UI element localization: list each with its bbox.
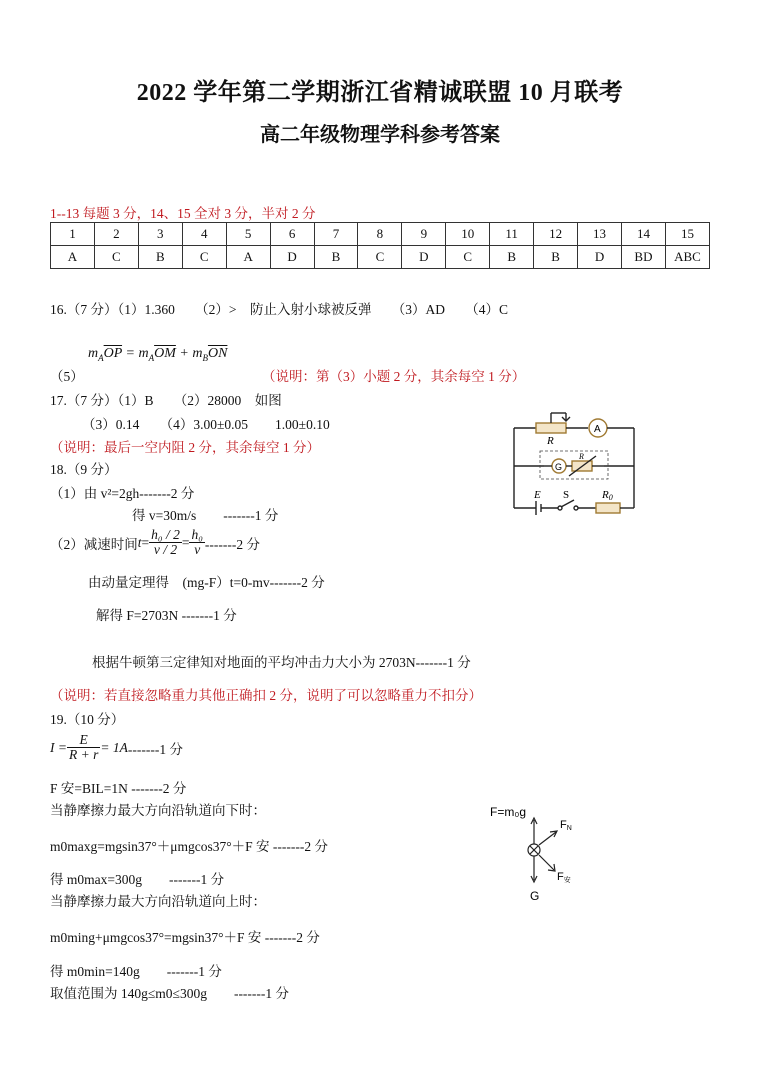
table-cell-number: 15 (665, 223, 709, 246)
table-cell-answer: D (402, 246, 446, 269)
table-cell-number: 4 (182, 223, 226, 246)
q18-heading: 18.（9 分） (50, 462, 118, 477)
table-cell-answer: BD (621, 246, 665, 269)
q19-heading: 19.（10 分） (50, 712, 125, 727)
table-cell-answer: ABC (665, 246, 709, 269)
table-cell-number: 6 (270, 223, 314, 246)
table-cell-answer: A (51, 246, 95, 269)
q19-i-rhs: = 1A (100, 739, 128, 755)
force-label-fn: FN (560, 819, 572, 832)
force-label-fan: F安 (557, 871, 571, 884)
table-cell-answer: C (446, 246, 490, 269)
table-cell-answer: C (94, 246, 138, 269)
table-cell-number: 2 (94, 223, 138, 246)
table-cell-answer: C (358, 246, 402, 269)
table-cell-number: 13 (578, 223, 622, 246)
table-cell-number: 12 (534, 223, 578, 246)
table-cell-number: 10 (446, 223, 490, 246)
table-cell-number: 7 (314, 223, 358, 246)
table-cell-answer: D (578, 246, 622, 269)
circuit-label-g: G (555, 462, 563, 472)
table-cell-number: 14 (621, 223, 665, 246)
q19-current-eq (50, 733, 183, 762)
q16-note: （说明：第（3）小题 2 分，其余每空 1 分） (262, 369, 526, 384)
q19-res1: 得 m0max=300g -------1 分 (50, 872, 225, 887)
circuit-label-r-inner: R (579, 452, 584, 461)
force-label-top: F=m₀g (490, 805, 526, 819)
q19-eq2: m0ming+μmgcos37°=mgsin37°＋F 安 -------2 分 (50, 930, 320, 945)
q17-note: （说明：最后一空内阻 2 分，其余每空 1 分） (50, 440, 320, 455)
q18-p2d: 根据牛顿第三定律知对地面的平均冲击力大小为 2703N-------1 分 (92, 655, 471, 670)
q19-res2: 得 m0min=140g -------1 分 (50, 964, 222, 979)
answer-table (50, 222, 710, 269)
table-cell-answer: D (270, 246, 314, 269)
q18-note: （说明：若直接忽略重力其他正确扣 2 分，说明了可以忽略重力不扣分） (50, 688, 482, 703)
table-cell-answer: C (182, 246, 226, 269)
circuit-label-e: E (534, 489, 541, 501)
circuit-label-r: R (547, 435, 554, 447)
q16-part5-label: （5） (50, 369, 84, 384)
table-cell-answer: B (534, 246, 578, 269)
circuit-diagram (504, 408, 644, 523)
q17-line2: （3）0.14 （4）3.00±0.05 1.00±0.10 (82, 417, 330, 432)
circuit-label-r0: R0 (602, 489, 613, 502)
fraction-1: $\frac{\text{h₀ / 2}}{v / 2}$ (151, 527, 180, 558)
table-row-numbers (51, 223, 710, 246)
table-row-answers (51, 246, 710, 269)
force-label-g: G (530, 889, 540, 903)
q19-case1: 当静摩擦力最大方向沿轨道向下时： (50, 803, 266, 818)
table-cell-number: 8 (358, 223, 402, 246)
table-cell-number: 5 (226, 223, 270, 246)
q19-i-fraction: $\frac{E}{R + r}$ (68, 732, 99, 763)
q16-equation: $m_A\overline{OP} = m_A\overline{OM} + m_B\overline{ON}$ (88, 346, 228, 363)
table-cell-answer: B (138, 246, 182, 269)
q18-p1a: （1）由 v²=2gh-------2 分 (50, 486, 195, 501)
q18-p2-label: （2）减速时间 (50, 536, 138, 552)
q19-range: 取值范围为 140g≤m0≤300g -------1 分 (50, 986, 290, 1001)
q19-case2: 当静摩擦力最大方向沿轨道向上时： (50, 894, 266, 909)
table-cell-number: 11 (490, 223, 534, 246)
q17-line1: 17.（7 分）（1）B （2）28000 如图 (50, 393, 282, 408)
fraction-2: $\frac{\text{h₀}}{v}$ (191, 527, 203, 558)
circuit-label-s: S (563, 489, 570, 501)
table-cell-number: 3 (138, 223, 182, 246)
q18-p2c: 解得 F=2703N -------1 分 (96, 608, 237, 623)
q19-eq1: m0maxg=mgsin37°＋μmgcos37°＋F 安 -------2 分 (50, 839, 328, 854)
q19-f-line: F 安=BIL=1N -------2 分 (50, 781, 187, 796)
table-cell-number: 9 (402, 223, 446, 246)
table-cell-answer: B (490, 246, 534, 269)
q18-p2-t: t (137, 534, 142, 550)
q19-i-score: -------1 分 (127, 741, 183, 757)
q18-p2b: 由动量定理得 (mg-F）t=0-mv-------2 分 (88, 575, 325, 590)
q18-p2-score: -------2 分 (204, 536, 261, 552)
q19-i-lhs: I = (50, 739, 67, 755)
page-subtitle: 高二年级物理学科参考答案 (260, 124, 500, 146)
equals-sign: = (141, 534, 150, 550)
table-cell-answer: A (226, 246, 270, 269)
table-cell-number: 1 (51, 223, 95, 246)
equals-sign-2: = (181, 534, 190, 550)
q18-p1b: 得 v=30m/s -------1 分 (132, 508, 279, 523)
page-title: 2022 学年第二学期浙江省精诚联盟 10 月联考 (136, 80, 624, 106)
force-diagram (484, 800, 594, 910)
table-cell-answer: B (314, 246, 358, 269)
mc-note: 1--13 每题 3 分，14、15 全对 3 分，半对 2 分 (50, 206, 316, 221)
q16-line1: 16.（7 分）（1）1.360 （2）> 防止入射小球被反弹 （3）AD （4）C (50, 302, 508, 317)
circuit-label-a: A (594, 424, 601, 435)
q18-p2-line (50, 528, 260, 557)
